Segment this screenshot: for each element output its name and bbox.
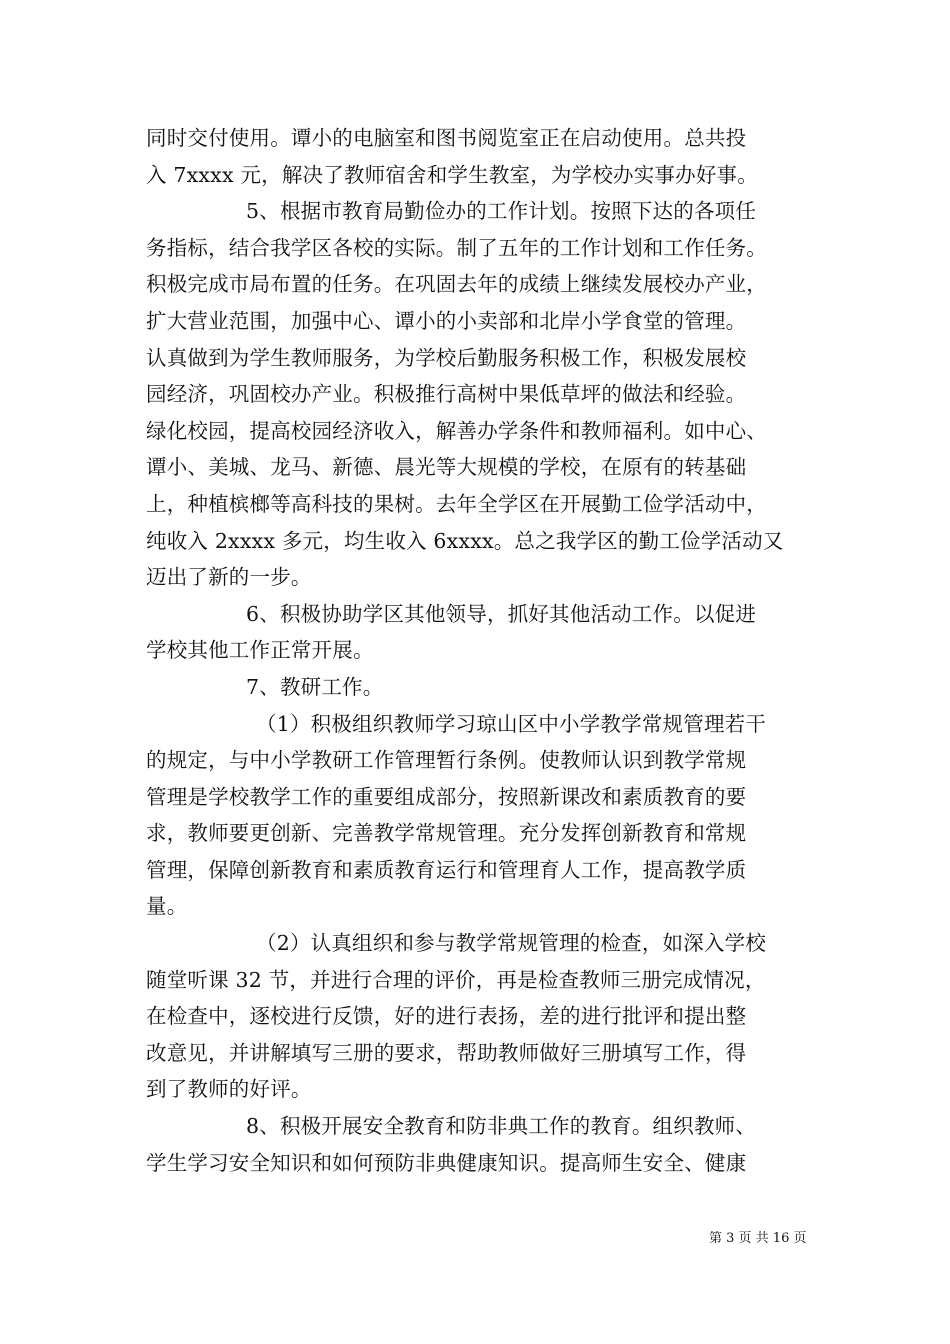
- text-line: 认真做到为学生教师服务，为学校后勤服务积极工作，积极发展校: [146, 345, 747, 370]
- text-line: （2）认真组织和参与教学常规管理的检查，如深入学校: [256, 931, 767, 956]
- text-line: 纯收入 2xxxx 多元，均生收入 6xxxx。总之我学区的勤工俭学活动又: [146, 528, 784, 553]
- text-line: 的规定，与中小学教研工作管理暂行条例。使教师认识到教学常规: [146, 748, 747, 773]
- text-line: 到了教师的好评。: [146, 1077, 312, 1102]
- text-line: 扩大营业范围，加强中心、谭小的小卖部和北岸小学食堂的管理。: [146, 308, 747, 333]
- text-line: 管理是学校教学工作的重要组成部分，按照新课改和素质教育的要: [146, 784, 747, 809]
- text-line: 改意见，并讲解填写三册的要求，帮助教师做好三册填写工作，得: [146, 1040, 747, 1065]
- text-line: 7、教研工作。: [246, 674, 384, 699]
- text-line: 上，种植槟榔等高科技的果树。去年全学区在开展勤工俭学活动中，: [146, 491, 767, 516]
- text-line: 务指标，结合我学区各校的实际。制了五年的工作计划和工作任务。: [146, 235, 767, 260]
- text-line: 学校其他工作正常开展。: [146, 638, 374, 663]
- text-line: 绿化校园，提高校园经济收入，解善办学条件和教师福利。如中心、: [146, 418, 767, 443]
- text-line: 量。: [146, 894, 188, 919]
- text-line: 管理，保障创新教育和素质教育运行和管理育人工作，提高教学质: [146, 857, 747, 882]
- text-line: 迈出了新的一步。: [146, 565, 312, 590]
- text-line: 谭小、美城、龙马、新德、晨光等大规模的学校，在原有的转基础: [146, 455, 747, 480]
- document-body: [146, 120, 810, 1181]
- text-line: 8、积极开展安全教育和防非典工作的教育。组织教师、: [246, 1114, 757, 1139]
- text-line: 6、积极协助学区其他领导，抓好其他活动工作。以促进: [246, 601, 757, 626]
- text-line: 在检查中，逐校进行反馈，好的进行表扬，差的进行批评和提出整: [146, 1004, 747, 1029]
- text-line: 同时交付使用。谭小的电脑室和图书阅览室正在启动使用。总共投: [146, 126, 747, 150]
- text-line: 学生学习安全知识和如何预防非典健康知识。提高师生安全、健康: [146, 1150, 747, 1175]
- text-line: 5、根据市教育局勤俭办的工作计划。按照下达的各项任: [246, 199, 757, 224]
- text-line: 园经济，巩固校办产业。积极推行高树中果低草坪的做法和经验。: [146, 382, 747, 407]
- text-line: 入 7xxxx 元，解决了教师宿舍和学生教室，为学校办实事办好事。: [146, 162, 758, 187]
- text-line: （1）积极组织教师学习琼山区中小学教学常规管理若干: [256, 711, 767, 736]
- text-line: 求，教师要更创新、完善教学常规管理。充分发挥创新教育和常规: [146, 821, 747, 846]
- text-line: 随堂听课 32 节，并进行合理的评价，再是检查教师三册完成情况，: [146, 967, 766, 992]
- text-line: 积极完成市局布置的任务。在巩固去年的成绩上继续发展校办产业，: [146, 272, 767, 297]
- page-number-footer: 第 3 页 共 16 页: [709, 1231, 807, 1246]
